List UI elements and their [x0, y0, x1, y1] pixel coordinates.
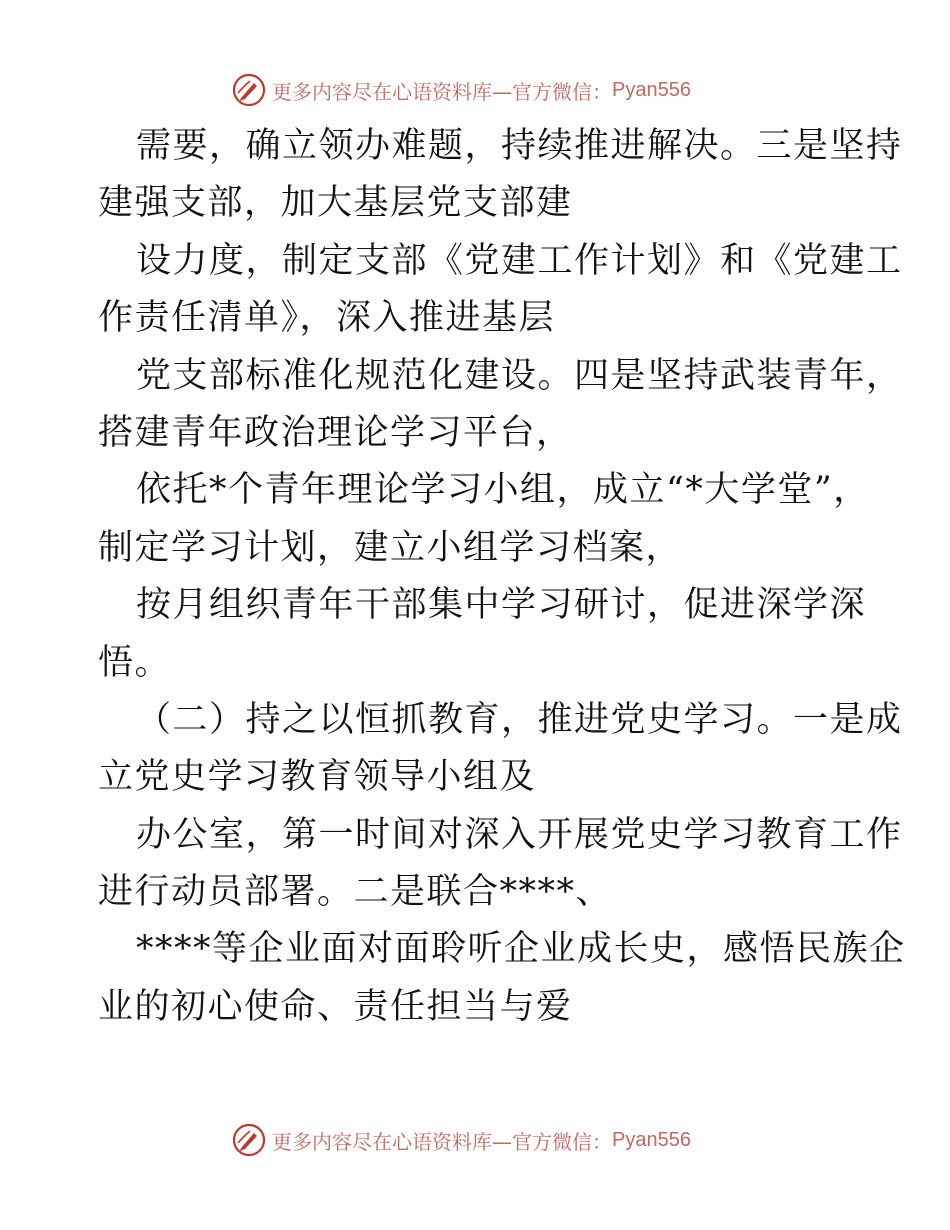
pen-logo-icon	[232, 1123, 266, 1157]
pen-logo-icon	[232, 73, 266, 107]
text-line: （二）持之以恒抓教育，推进党史学习。一是成	[136, 699, 903, 740]
text-line: 需要，确立领办难题，持续推进解决。三是坚持	[136, 126, 903, 166]
text-line: 业的初心使命、责任担当与爱	[98, 986, 573, 1027]
text-line: 搭建青年政治理论学习平台，	[98, 412, 573, 453]
watermark-text: 更多内容尽在心语资料库—官方微信：	[272, 79, 612, 104]
text-line: 建强支部，加大基层党支部建	[98, 183, 573, 224]
text-line: 制定学习计划，建立小组学习档案，	[98, 527, 683, 568]
footer-watermark	[232, 1122, 691, 1158]
text-line: 依托*个青年理论学习小组，成立“*大学堂”，	[136, 470, 870, 511]
text-line: 办公室，第一时间对深入开展党史学习教育工作	[136, 814, 903, 855]
text-line: 作责任清单》，深入推进基层	[98, 298, 556, 339]
watermark-wechat-id: Pyan556	[612, 1128, 691, 1151]
text-line: 进行动员部署。二是联合****、	[98, 872, 613, 913]
watermark-text: 更多内容尽在心语资料库—官方微信：	[272, 1129, 612, 1154]
text-line: 悟。	[98, 642, 172, 683]
document-body	[98, 118, 906, 1036]
header-watermark	[232, 72, 691, 108]
text-line: 设力度，制定支部《党建工作计划》和《党建工	[136, 240, 903, 281]
text-line: 按月组织青年干部集中学习研讨，促进深学深	[136, 585, 867, 626]
watermark-wechat-id: Pyan556	[612, 78, 691, 101]
text-line: ****等企业面对面聆听企业成长史，感悟民族企	[136, 929, 906, 970]
text-line: 立党史学习教育领导小组及	[98, 757, 537, 798]
text-line: 党支部标准化规范化建设。四是坚持武装青年，	[136, 355, 903, 396]
